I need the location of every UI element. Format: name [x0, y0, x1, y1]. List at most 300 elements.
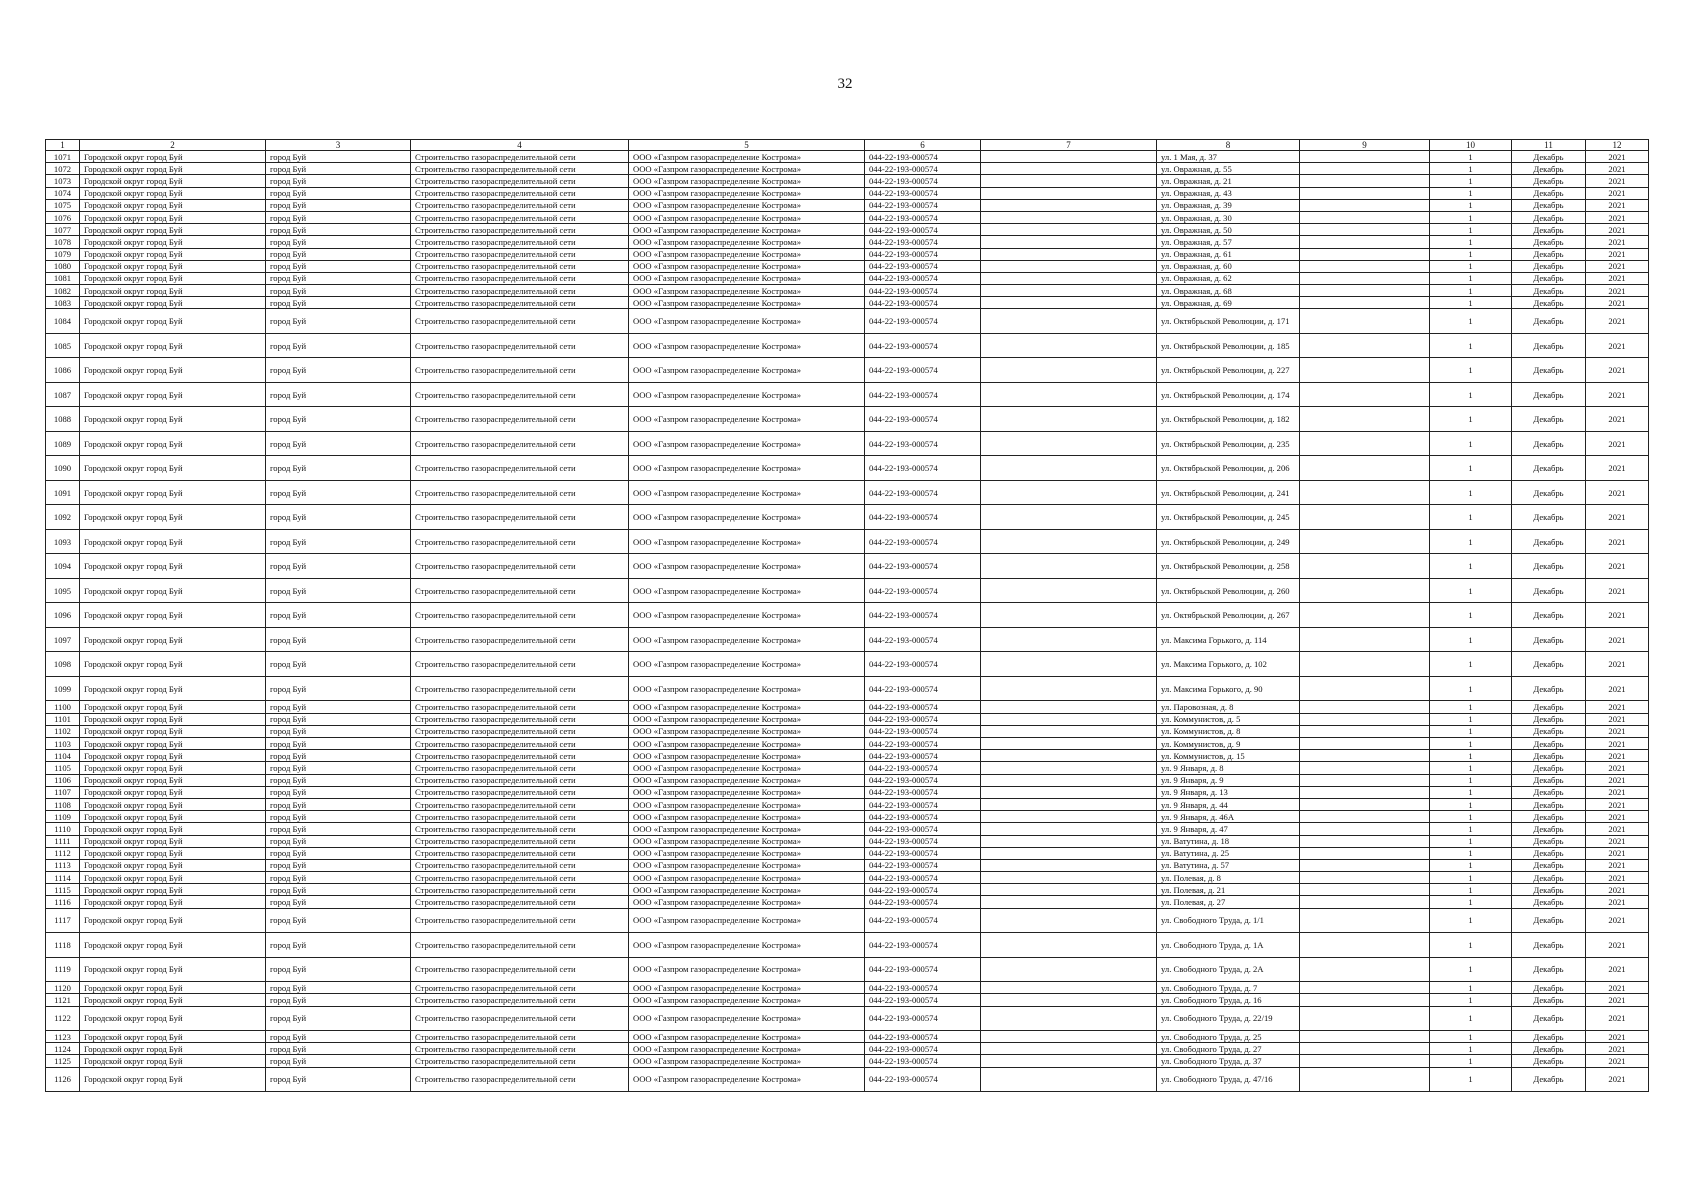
column-header: 8	[1157, 140, 1300, 151]
year-cell: 2021	[1586, 1067, 1649, 1092]
registry-code-cell: 044-22-193-000574	[865, 248, 981, 260]
row-number: 1117	[46, 908, 80, 933]
month-cell: Декабрь	[1512, 847, 1586, 859]
quantity-cell: 1	[1430, 456, 1512, 481]
quantity-cell: 1	[1430, 358, 1512, 383]
table-row	[46, 933, 1649, 958]
municipality-cell: Городской округ город Буй	[80, 652, 266, 677]
quantity-cell: 1	[1430, 297, 1512, 309]
month-cell: Декабрь	[1512, 982, 1586, 994]
year-cell: 2021	[1586, 529, 1649, 554]
year-cell: 2021	[1586, 407, 1649, 432]
registry-code-cell: 044-22-193-000574	[865, 884, 981, 896]
table-row	[46, 786, 1649, 798]
month-cell: Декабрь	[1512, 1006, 1586, 1031]
address-cell: ул. 9 Января, д. 47	[1157, 823, 1300, 835]
quantity-cell: 1	[1430, 774, 1512, 786]
address-cell: ул. Свободного Труда, д. 27	[1157, 1043, 1300, 1055]
address-cell: ул. Овражная, д. 62	[1157, 272, 1300, 284]
column-7-cell	[981, 1043, 1157, 1055]
quantity-cell: 1	[1430, 1006, 1512, 1031]
quantity-cell: 1	[1430, 896, 1512, 908]
object-cell: Строительство газораспределительной сети	[411, 823, 629, 835]
column-9-cell	[1300, 835, 1430, 847]
year-cell: 2021	[1586, 285, 1649, 297]
row-number: 1100	[46, 701, 80, 713]
organization-cell: ООО «Газпром газораспределение Кострома»	[629, 701, 865, 713]
settlement-cell: город Буй	[266, 994, 411, 1006]
object-cell: Строительство газораспределительной сети	[411, 285, 629, 297]
municipality-cell: Городской округ город Буй	[80, 211, 266, 223]
table-row	[46, 431, 1649, 456]
column-7-cell	[981, 505, 1157, 530]
address-cell: ул. Полевая, д. 27	[1157, 896, 1300, 908]
municipality-cell: Городской округ город Буй	[80, 529, 266, 554]
object-cell: Строительство газораспределительной сети	[411, 333, 629, 358]
settlement-cell: город Буй	[266, 884, 411, 896]
organization-cell: ООО «Газпром газораспределение Кострома»	[629, 994, 865, 1006]
organization-cell: ООО «Газпром газораспределение Кострома»	[629, 835, 865, 847]
table-row	[46, 456, 1649, 481]
registry-code-cell: 044-22-193-000574	[865, 835, 981, 847]
column-9-cell	[1300, 358, 1430, 383]
organization-cell: ООО «Газпром газораспределение Кострома»	[629, 175, 865, 187]
registry-code-cell: 044-22-193-000574	[865, 957, 981, 982]
organization-cell: ООО «Газпром газораспределение Кострома»	[629, 908, 865, 933]
registry-code-cell: 044-22-193-000574	[865, 933, 981, 958]
organization-cell: ООО «Газпром газораспределение Кострома»	[629, 1043, 865, 1055]
column-7-cell	[981, 896, 1157, 908]
row-number: 1120	[46, 982, 80, 994]
settlement-cell: город Буй	[266, 774, 411, 786]
month-cell: Декабрь	[1512, 994, 1586, 1006]
column-9-cell	[1300, 908, 1430, 933]
column-9-cell	[1300, 676, 1430, 701]
column-7-cell	[981, 272, 1157, 284]
column-9-cell	[1300, 578, 1430, 603]
row-number: 1082	[46, 285, 80, 297]
quantity-cell: 1	[1430, 407, 1512, 432]
municipality-cell: Городской округ город Буй	[80, 627, 266, 652]
object-cell: Строительство газораспределительной сети	[411, 260, 629, 272]
month-cell: Декабрь	[1512, 456, 1586, 481]
year-cell: 2021	[1586, 823, 1649, 835]
municipality-cell: Городской округ город Буй	[80, 957, 266, 982]
column-7-cell	[981, 713, 1157, 725]
municipality-cell: Городской округ город Буй	[80, 224, 266, 236]
address-cell: ул. 9 Января, д. 13	[1157, 786, 1300, 798]
table-row	[46, 480, 1649, 505]
table-row	[46, 896, 1649, 908]
row-number: 1086	[46, 358, 80, 383]
municipality-cell: Городской округ город Буй	[80, 872, 266, 884]
quantity-cell: 1	[1430, 933, 1512, 958]
row-number: 1113	[46, 859, 80, 871]
quantity-cell: 1	[1430, 603, 1512, 628]
year-cell: 2021	[1586, 382, 1649, 407]
object-cell: Строительство газораспределительной сети	[411, 382, 629, 407]
address-cell: ул. Ватутина, д. 57	[1157, 859, 1300, 871]
month-cell: Декабрь	[1512, 835, 1586, 847]
table-row	[46, 260, 1649, 272]
column-7-cell	[981, 382, 1157, 407]
organization-cell: ООО «Газпром газораспределение Кострома»	[629, 578, 865, 603]
column-7-cell	[981, 847, 1157, 859]
table-row	[46, 333, 1649, 358]
organization-cell: ООО «Газпром газораспределение Кострома»	[629, 480, 865, 505]
quantity-cell: 1	[1430, 529, 1512, 554]
month-cell: Декабрь	[1512, 297, 1586, 309]
row-number: 1097	[46, 627, 80, 652]
address-cell: ул. Октябрьской Революции, д. 174	[1157, 382, 1300, 407]
address-cell: ул. Октябрьской Революции, д. 235	[1157, 431, 1300, 456]
object-cell: Строительство газораспределительной сети	[411, 786, 629, 798]
address-cell: ул. Максима Горького, д. 114	[1157, 627, 1300, 652]
registry-code-cell: 044-22-193-000574	[865, 236, 981, 248]
municipality-cell: Городской округ город Буй	[80, 786, 266, 798]
year-cell: 2021	[1586, 701, 1649, 713]
object-cell: Строительство газораспределительной сети	[411, 1031, 629, 1043]
column-9-cell	[1300, 957, 1430, 982]
registry-code-cell: 044-22-193-000574	[865, 1055, 981, 1067]
municipality-cell: Городской округ город Буй	[80, 163, 266, 175]
settlement-cell: город Буй	[266, 627, 411, 652]
column-9-cell	[1300, 1043, 1430, 1055]
row-number: 1112	[46, 847, 80, 859]
column-header: 4	[411, 140, 629, 151]
organization-cell: ООО «Газпром газораспределение Кострома»	[629, 847, 865, 859]
object-cell: Строительство газораспределительной сети	[411, 199, 629, 211]
settlement-cell: город Буй	[266, 1067, 411, 1092]
table-body	[46, 151, 1649, 1092]
column-7-cell	[981, 786, 1157, 798]
month-cell: Декабрь	[1512, 431, 1586, 456]
month-cell: Декабрь	[1512, 798, 1586, 810]
quantity-cell: 1	[1430, 163, 1512, 175]
organization-cell: ООО «Газпром газораспределение Кострома»	[629, 285, 865, 297]
column-7-cell	[981, 358, 1157, 383]
table-row	[46, 884, 1649, 896]
month-cell: Декабрь	[1512, 603, 1586, 628]
column-9-cell	[1300, 297, 1430, 309]
quantity-cell: 1	[1430, 248, 1512, 260]
table-row	[46, 309, 1649, 334]
registry-code-cell: 044-22-193-000574	[865, 872, 981, 884]
municipality-cell: Городской округ город Буй	[80, 811, 266, 823]
row-number: 1118	[46, 933, 80, 958]
column-9-cell	[1300, 847, 1430, 859]
registry-code-cell: 044-22-193-000574	[865, 505, 981, 530]
column-9-cell	[1300, 811, 1430, 823]
object-cell: Строительство газораспределительной сети	[411, 505, 629, 530]
year-cell: 2021	[1586, 272, 1649, 284]
address-cell: ул. Свободного Труда, д. 25	[1157, 1031, 1300, 1043]
object-cell: Строительство газораспределительной сети	[411, 676, 629, 701]
column-9-cell	[1300, 272, 1430, 284]
month-cell: Декабрь	[1512, 285, 1586, 297]
registry-code-cell: 044-22-193-000574	[865, 456, 981, 481]
settlement-cell: город Буй	[266, 908, 411, 933]
row-number: 1096	[46, 603, 80, 628]
object-cell: Строительство газораспределительной сети	[411, 1006, 629, 1031]
organization-cell: ООО «Газпром газораспределение Кострома»	[629, 859, 865, 871]
month-cell: Декабрь	[1512, 382, 1586, 407]
column-7-cell	[981, 309, 1157, 334]
table-row	[46, 187, 1649, 199]
quantity-cell: 1	[1430, 859, 1512, 871]
settlement-cell: город Буй	[266, 309, 411, 334]
address-cell: ул. Свободного Труда, д. 1/1	[1157, 908, 1300, 933]
quantity-cell: 1	[1430, 884, 1512, 896]
year-cell: 2021	[1586, 480, 1649, 505]
quantity-cell: 1	[1430, 627, 1512, 652]
column-7-cell	[981, 456, 1157, 481]
registry-code-cell: 044-22-193-000574	[865, 358, 981, 383]
registry-code-cell: 044-22-193-000574	[865, 762, 981, 774]
column-7-cell	[981, 1055, 1157, 1067]
municipality-cell: Городской округ город Буй	[80, 175, 266, 187]
organization-cell: ООО «Газпром газораспределение Кострома»	[629, 774, 865, 786]
settlement-cell: город Буй	[266, 811, 411, 823]
object-cell: Строительство газораспределительной сети	[411, 994, 629, 1006]
organization-cell: ООО «Газпром газораспределение Кострома»	[629, 309, 865, 334]
settlement-cell: город Буй	[266, 786, 411, 798]
quantity-cell: 1	[1430, 957, 1512, 982]
quantity-cell: 1	[1430, 187, 1512, 199]
table-row	[46, 762, 1649, 774]
column-9-cell	[1300, 627, 1430, 652]
column-header: 12	[1586, 140, 1649, 151]
settlement-cell: город Буй	[266, 933, 411, 958]
quantity-cell: 1	[1430, 823, 1512, 835]
table-row	[46, 407, 1649, 432]
settlement-cell: город Буй	[266, 676, 411, 701]
address-cell: ул. 1 Мая, д. 37	[1157, 151, 1300, 163]
registry-code-cell: 044-22-193-000574	[865, 652, 981, 677]
table-row	[46, 1055, 1649, 1067]
object-cell: Строительство газораспределительной сети	[411, 1043, 629, 1055]
registry-code-cell: 044-22-193-000574	[865, 163, 981, 175]
table-row	[46, 823, 1649, 835]
settlement-cell: город Буй	[266, 175, 411, 187]
column-7-cell	[981, 884, 1157, 896]
column-9-cell	[1300, 211, 1430, 223]
month-cell: Декабрь	[1512, 676, 1586, 701]
column-7-cell	[981, 750, 1157, 762]
month-cell: Декабрь	[1512, 272, 1586, 284]
month-cell: Декабрь	[1512, 333, 1586, 358]
row-number: 1121	[46, 994, 80, 1006]
object-cell: Строительство газораспределительной сети	[411, 762, 629, 774]
registry-code-cell: 044-22-193-000574	[865, 859, 981, 871]
organization-cell: ООО «Газпром газораспределение Кострома»	[629, 762, 865, 774]
address-cell: ул. Октябрьской Революции, д. 249	[1157, 529, 1300, 554]
object-cell: Строительство газораспределительной сети	[411, 163, 629, 175]
quantity-cell: 1	[1430, 994, 1512, 1006]
row-number: 1074	[46, 187, 80, 199]
address-cell: ул. Свободного Труда, д. 47/16	[1157, 1067, 1300, 1092]
settlement-cell: город Буй	[266, 248, 411, 260]
quantity-cell: 1	[1430, 798, 1512, 810]
quantity-cell: 1	[1430, 505, 1512, 530]
settlement-cell: город Буй	[266, 1043, 411, 1055]
year-cell: 2021	[1586, 456, 1649, 481]
year-cell: 2021	[1586, 982, 1649, 994]
object-cell: Строительство газораспределительной сети	[411, 272, 629, 284]
organization-cell: ООО «Газпром газораспределение Кострома»	[629, 529, 865, 554]
table-row	[46, 676, 1649, 701]
year-cell: 2021	[1586, 774, 1649, 786]
month-cell: Декабрь	[1512, 762, 1586, 774]
year-cell: 2021	[1586, 1031, 1649, 1043]
municipality-cell: Городской округ город Буй	[80, 456, 266, 481]
column-header: 9	[1300, 140, 1430, 151]
column-9-cell	[1300, 199, 1430, 211]
settlement-cell: город Буй	[266, 285, 411, 297]
object-cell: Строительство газораспределительной сети	[411, 884, 629, 896]
month-cell: Декабрь	[1512, 750, 1586, 762]
municipality-cell: Городской округ город Буй	[80, 297, 266, 309]
column-7-cell	[981, 578, 1157, 603]
column-7-cell	[981, 811, 1157, 823]
address-cell: ул. Полевая, д. 8	[1157, 872, 1300, 884]
table-row	[46, 982, 1649, 994]
column-header: 1	[46, 140, 80, 151]
table-row	[46, 248, 1649, 260]
municipality-cell: Городской округ город Буй	[80, 933, 266, 958]
year-cell: 2021	[1586, 798, 1649, 810]
object-cell: Строительство газораспределительной сети	[411, 236, 629, 248]
month-cell: Декабрь	[1512, 260, 1586, 272]
quantity-cell: 1	[1430, 382, 1512, 407]
column-7-cell	[981, 163, 1157, 175]
organization-cell: ООО «Газпром газораспределение Кострома»	[629, 823, 865, 835]
row-number: 1085	[46, 333, 80, 358]
column-9-cell	[1300, 187, 1430, 199]
quantity-cell: 1	[1430, 480, 1512, 505]
municipality-cell: Городской округ город Буй	[80, 725, 266, 737]
year-cell: 2021	[1586, 750, 1649, 762]
object-cell: Строительство газораспределительной сети	[411, 407, 629, 432]
address-cell: ул. 9 Января, д. 46А	[1157, 811, 1300, 823]
column-header: 7	[981, 140, 1157, 151]
object-cell: Строительство газораспределительной сети	[411, 652, 629, 677]
row-number: 1114	[46, 872, 80, 884]
settlement-cell: город Буй	[266, 151, 411, 163]
quantity-cell: 1	[1430, 982, 1512, 994]
address-cell: ул. Октябрьской Революции, д. 182	[1157, 407, 1300, 432]
organization-cell: ООО «Газпром газораспределение Кострома»	[629, 224, 865, 236]
year-cell: 2021	[1586, 187, 1649, 199]
settlement-cell: город Буй	[266, 199, 411, 211]
settlement-cell: город Буй	[266, 762, 411, 774]
month-cell: Декабрь	[1512, 774, 1586, 786]
registry-code-cell: 044-22-193-000574	[865, 908, 981, 933]
column-7-cell	[981, 798, 1157, 810]
year-cell: 2021	[1586, 603, 1649, 628]
column-header: 10	[1430, 140, 1512, 151]
table-row	[46, 908, 1649, 933]
column-9-cell	[1300, 701, 1430, 713]
month-cell: Декабрь	[1512, 407, 1586, 432]
settlement-cell: город Буй	[266, 701, 411, 713]
month-cell: Декабрь	[1512, 505, 1586, 530]
registry-code-cell: 044-22-193-000574	[865, 1006, 981, 1031]
settlement-cell: город Буй	[266, 578, 411, 603]
row-number: 1089	[46, 431, 80, 456]
column-7-cell	[981, 957, 1157, 982]
column-9-cell	[1300, 786, 1430, 798]
registry-code-cell: 044-22-193-000574	[865, 627, 981, 652]
column-9-cell	[1300, 872, 1430, 884]
registry-code-cell: 044-22-193-000574	[865, 554, 981, 579]
object-cell: Строительство газораспределительной сети	[411, 248, 629, 260]
month-cell: Декабрь	[1512, 957, 1586, 982]
organization-cell: ООО «Газпром газораспределение Кострома»	[629, 786, 865, 798]
table-row	[46, 285, 1649, 297]
column-9-cell	[1300, 480, 1430, 505]
year-cell: 2021	[1586, 957, 1649, 982]
column-7-cell	[981, 1031, 1157, 1043]
registry-code-cell: 044-22-193-000574	[865, 480, 981, 505]
column-9-cell	[1300, 456, 1430, 481]
municipality-cell: Городской округ город Буй	[80, 1031, 266, 1043]
organization-cell: ООО «Газпром газораспределение Кострома»	[629, 382, 865, 407]
address-cell: ул. Коммунистов, д. 8	[1157, 725, 1300, 737]
column-7-cell	[981, 701, 1157, 713]
registry-code-cell: 044-22-193-000574	[865, 713, 981, 725]
month-cell: Декабрь	[1512, 908, 1586, 933]
address-cell: ул. Октябрьской Революции, д. 185	[1157, 333, 1300, 358]
settlement-cell: город Буй	[266, 236, 411, 248]
column-9-cell	[1300, 762, 1430, 774]
quantity-cell: 1	[1430, 285, 1512, 297]
month-cell: Декабрь	[1512, 725, 1586, 737]
municipality-cell: Городской округ город Буй	[80, 236, 266, 248]
municipality-cell: Городской округ город Буй	[80, 333, 266, 358]
quantity-cell: 1	[1430, 738, 1512, 750]
column-7-cell	[981, 236, 1157, 248]
organization-cell: ООО «Газпром газораспределение Кострома»	[629, 676, 865, 701]
row-number: 1102	[46, 725, 80, 737]
table-row	[46, 1067, 1649, 1092]
table-row	[46, 627, 1649, 652]
row-number: 1104	[46, 750, 80, 762]
address-cell: ул. Октябрьской Революции, д. 241	[1157, 480, 1300, 505]
column-9-cell	[1300, 982, 1430, 994]
quantity-cell: 1	[1430, 1031, 1512, 1043]
address-cell: ул. Овражная, д. 30	[1157, 211, 1300, 223]
table-row	[46, 738, 1649, 750]
address-cell: ул. Паровозная, д. 8	[1157, 701, 1300, 713]
quantity-cell: 1	[1430, 750, 1512, 762]
table-row	[46, 1006, 1649, 1031]
address-cell: ул. Свободного Труда, д. 37	[1157, 1055, 1300, 1067]
year-cell: 2021	[1586, 260, 1649, 272]
registry-code-cell: 044-22-193-000574	[865, 187, 981, 199]
municipality-cell: Городской округ город Буй	[80, 750, 266, 762]
year-cell: 2021	[1586, 554, 1649, 579]
settlement-cell: город Буй	[266, 738, 411, 750]
address-cell: ул. Овражная, д. 60	[1157, 260, 1300, 272]
object-cell: Строительство газораспределительной сети	[411, 224, 629, 236]
object-cell: Строительство газораспределительной сети	[411, 578, 629, 603]
settlement-cell: город Буй	[266, 1031, 411, 1043]
year-cell: 2021	[1586, 676, 1649, 701]
quantity-cell: 1	[1430, 847, 1512, 859]
address-cell: ул. Овражная, д. 43	[1157, 187, 1300, 199]
address-cell: ул. Ватутина, д. 25	[1157, 847, 1300, 859]
